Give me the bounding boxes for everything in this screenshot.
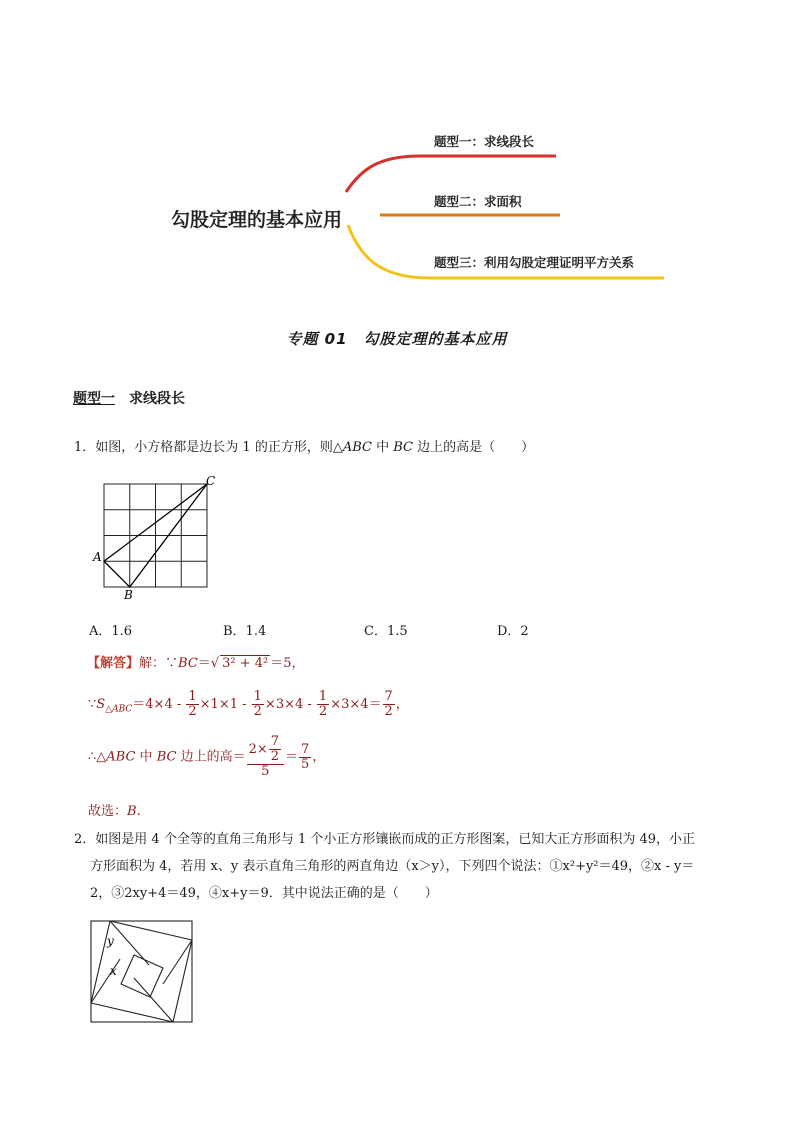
- mindmap-branch-1: 题型一：求线段长: [434, 134, 535, 149]
- question-1: [74, 434, 534, 461]
- grid-lines: [104, 484, 207, 587]
- frac-num: 1: [253, 689, 262, 704]
- answer-text: 解：∵: [139, 656, 179, 671]
- answer-var: BC: [178, 656, 198, 671]
- label-a: A: [93, 550, 102, 564]
- answer-text: ＝: [197, 656, 211, 671]
- answer-text: ＝5，: [270, 656, 305, 671]
- mindmap-branch-3: 题型三：利用勾股定理证明平方关系: [434, 255, 635, 270]
- answer-text: ×1×1 -: [199, 697, 251, 712]
- mindmap-center: 勾股定理的基本应用: [171, 209, 343, 231]
- figure-square-pattern: [88, 918, 198, 1028]
- answer-text: ∴△: [88, 749, 107, 765]
- frac-num: 7: [384, 689, 393, 704]
- mindmap-branch-2: 题型二：求面积: [434, 194, 522, 209]
- document-title: 专题 01 勾股定理的基本应用: [286, 330, 508, 348]
- answer-sub: △ABC: [105, 704, 133, 715]
- question-2-line-2: 方形面积为 4，若用 x、y 表示直角三角形的两直角边（x＞y），下列四个说法：①x²+y²＝49，②x - y＝: [90, 859, 695, 874]
- label-y: y: [107, 934, 114, 948]
- branch-connector-top: [346, 156, 556, 192]
- triangle-edge-1: [110, 921, 149, 965]
- answer-var: ABC: [106, 749, 136, 765]
- question-text: 如图，小方格都是边长为 1 的正方形，则△: [95, 440, 343, 455]
- answer-key-label: 【解答】: [87, 656, 140, 671]
- option-c[interactable]: C．1.5: [364, 624, 408, 639]
- frac-den: 2: [253, 704, 262, 719]
- frac-num: 2×: [248, 742, 268, 757]
- fraction-half: [186, 690, 198, 719]
- question-2-line-1: [74, 826, 724, 853]
- label-c: C: [206, 474, 216, 488]
- fraction-half: [317, 690, 329, 719]
- fraction-seven-halves: [383, 690, 395, 719]
- fraction-seven-fifths: [299, 743, 311, 772]
- question-number: 2．: [74, 832, 96, 847]
- answer-text: ＝4×4 -: [132, 697, 186, 712]
- section-heading: [73, 388, 185, 408]
- answer-var: BC: [156, 749, 177, 765]
- frac-num: 7: [301, 741, 310, 757]
- frac-den: 5: [301, 756, 310, 772]
- segment-name: BC: [393, 440, 413, 455]
- triangle-edge-2: [163, 940, 192, 984]
- answer-text: ∵: [88, 697, 97, 712]
- answer-text: 故选：: [88, 804, 128, 819]
- small-square: [121, 955, 163, 997]
- answer-text: ，: [312, 749, 326, 765]
- question-text: 边上的高是（ ）: [412, 440, 535, 455]
- section-title: 求线段长: [129, 391, 185, 407]
- frac-num: 1: [318, 689, 328, 704]
- question-2-line-3: 2，③2xy+4＝49，④x+y＝9．其中说法正确的是（ ）: [90, 886, 438, 901]
- label-x: x: [110, 964, 117, 978]
- answer-text: ×3×4＝: [330, 697, 382, 712]
- answer-text: .: [136, 804, 141, 819]
- frac-num-compound: [247, 735, 284, 765]
- question-2: [74, 826, 724, 907]
- mindmap-connectors: [0, 0, 794, 300]
- triangle-edge-3: [134, 978, 173, 1022]
- frac-den: 2: [188, 704, 197, 719]
- frac-num: 7: [270, 734, 280, 749]
- question-text: 如图是用 4 个全等的直角三角形与 1 个小正方形镶嵌而成的正方形图案，已知大正方形面积为 49，小正: [95, 832, 696, 847]
- answer-var: S: [96, 697, 106, 712]
- answer-line-1: [87, 652, 305, 672]
- frac-den: 2: [270, 749, 280, 764]
- answer-choice-value: B: [127, 804, 137, 819]
- answer-line-3: [88, 735, 325, 779]
- fraction-seven-halves: [269, 735, 281, 764]
- option-a[interactable]: A．1.6: [89, 624, 133, 639]
- question-number: 1．: [74, 440, 96, 455]
- frac-num: 1: [188, 689, 197, 704]
- frac-den: 2: [384, 704, 393, 719]
- option-d[interactable]: D．2: [497, 624, 529, 639]
- answer-text: ＝: [285, 749, 299, 765]
- frac-den: 2: [318, 704, 328, 719]
- frac-den: 5: [261, 764, 270, 779]
- fraction-height: [247, 735, 284, 779]
- label-b: B: [124, 588, 133, 602]
- answer-text: ，: [395, 697, 409, 712]
- answer-text: 边上的高＝: [176, 749, 246, 765]
- fraction-half: [252, 690, 264, 719]
- sqrt-body: 3² + 4²: [222, 656, 269, 671]
- figure-grid-triangle: [88, 470, 228, 605]
- answer-line-2: [88, 690, 409, 719]
- answer-text: 中: [135, 749, 157, 765]
- answer-text: ×3×4 -: [264, 697, 316, 712]
- section-tag: 题型一: [73, 391, 115, 407]
- option-b[interactable]: B．1.4: [223, 624, 267, 639]
- answer-choice: [88, 800, 141, 819]
- sqrt-sign: √: [210, 656, 220, 671]
- triangle-name: ABC: [342, 440, 372, 455]
- question-text: 中: [371, 440, 394, 455]
